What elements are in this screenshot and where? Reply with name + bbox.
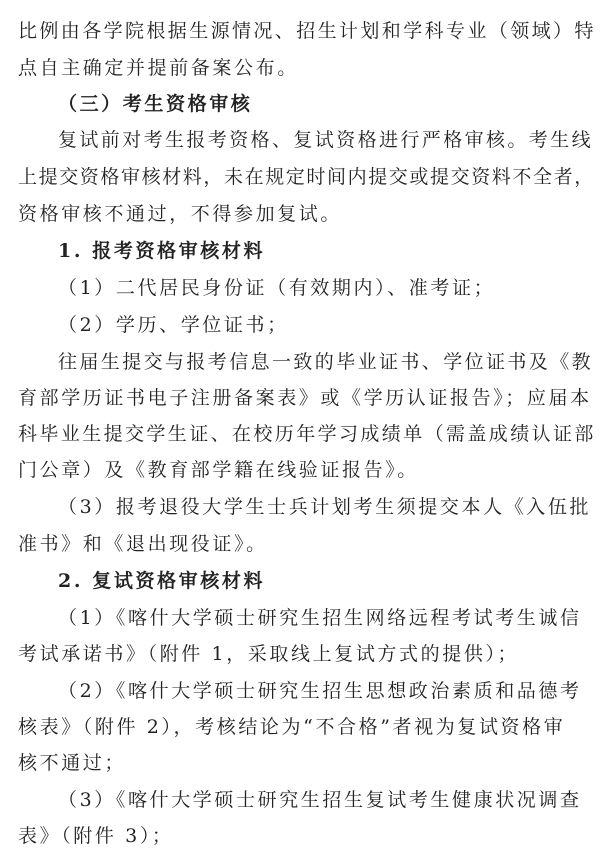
subsection-1-item-2-para-line-3: 科毕业生提交学生证、在校历年学习成绩单（需盖成绩认证部 — [18, 423, 596, 445]
subsection-1-item-2-para-line-4: 门公章）及《教育部学籍在线验证报告》。 — [18, 459, 419, 481]
subsection-1-item-3-line-2: 准书》和《退出现役证》。 — [18, 533, 268, 555]
subsection-1-item-2-para-line-2: 育部学历证书电子注册备案表》或《学历认证报告》；应届本 — [18, 387, 592, 409]
subsection-1-item-3-line-1: （3）报考退役大学生士兵计划考生须提交本人《入伍批 — [58, 496, 592, 518]
subsection-1-item-2-para-line-1: 往届生提交与报考信息一致的毕业证书、学位证书及《教 — [58, 351, 594, 373]
section-3-paragraph-line-1: 复试前对考生报考资格、复试资格进行严格审核。考生线 — [58, 129, 594, 151]
subsection-2-item-2-line-3: 核不通过； — [18, 752, 127, 774]
subsection-2-item-3-line-1: （3）《喀什大学硕士研究生招生复试考生健康状况调查 — [58, 789, 582, 811]
section-3-heading: （三）考生资格审核 — [58, 93, 253, 115]
section-3-paragraph-line-2: 上提交资格审核材料，未在规定时间内提交或提交资料不全者， — [18, 166, 595, 188]
intro-line-2: 点自主确定并提前备案公布。 — [18, 57, 299, 79]
subsection-2-item-2-line-2: 核表》（附件 2），考核结论为“不合格”者视为复试资格审 — [18, 716, 566, 738]
subsection-1-item-1: （1）二代居民身份证（有效期内）、准考证； — [58, 277, 496, 299]
subsection-2-item-3-line-2: 表》（附件 3）； — [18, 825, 174, 847]
intro-line-1: 比例由各学院根据生源情况、招生计划和学科专业（领域）特 — [18, 20, 596, 42]
section-3-paragraph-line-3: 资格审核不通过，不得参加复试。 — [18, 203, 343, 225]
subsection-2-heading: 2. 复试资格审核材料 — [58, 570, 266, 592]
subsection-2-item-1-line-2: 考试承诺书》（附件 1，采取线上复试方式的提供）； — [18, 643, 520, 665]
subsection-2-item-2-line-1: （2）《喀什大学硕士研究生招生思想政治素质和品德考 — [58, 680, 582, 702]
subsection-2-item-1-line-1: （1）《喀什大学硕士研究生招生网络远程考试考生诚信 — [58, 607, 582, 629]
subsection-1-heading: 1. 报考资格审核材料 — [58, 240, 266, 262]
subsection-1-item-2: （2）学历、学位证书； — [58, 314, 289, 336]
